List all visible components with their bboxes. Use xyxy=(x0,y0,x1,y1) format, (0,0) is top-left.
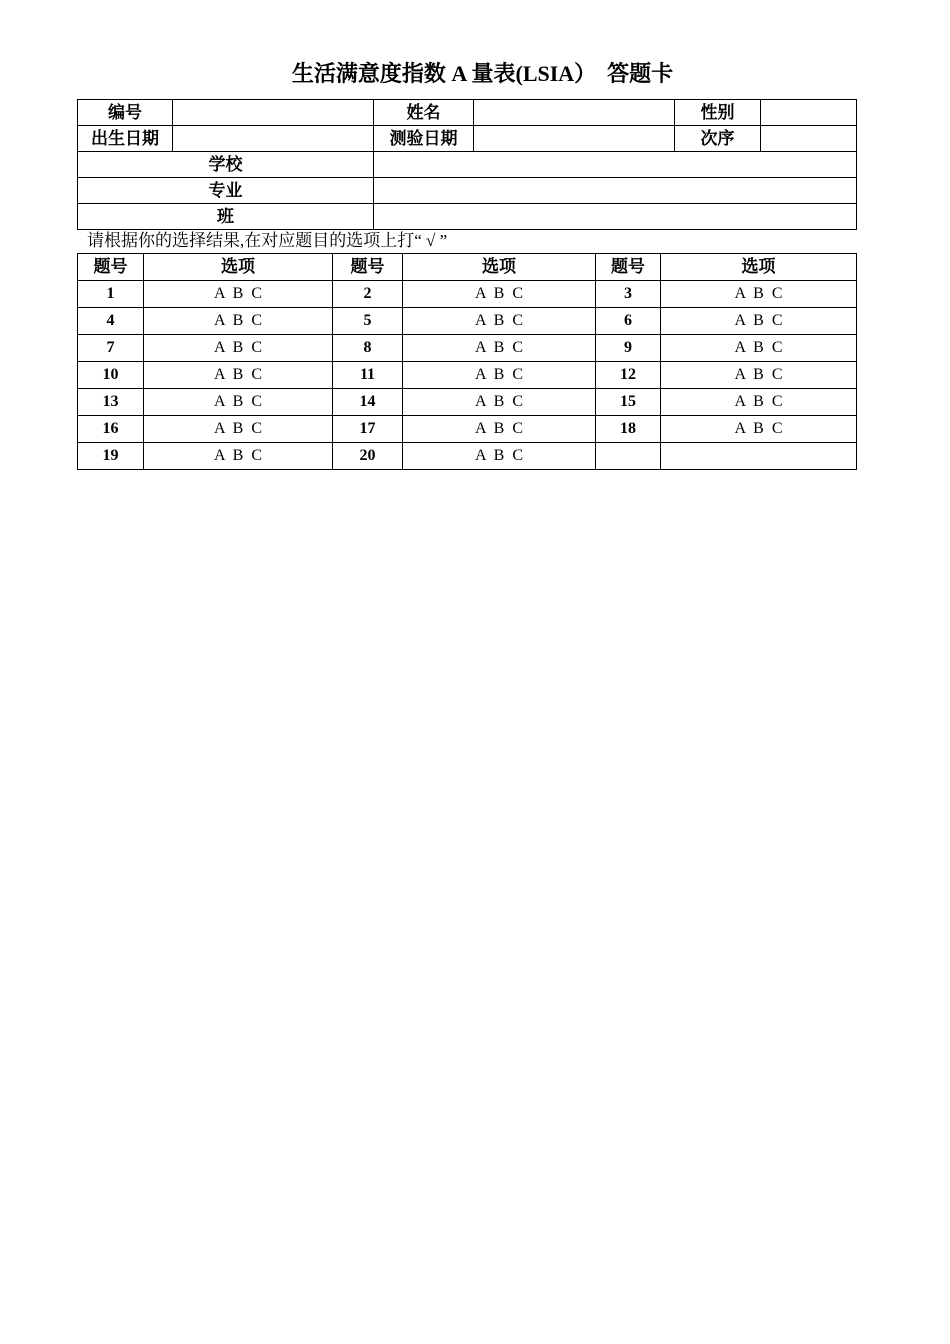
major-field[interactable] xyxy=(374,178,857,204)
answer-options[interactable]: A B C xyxy=(144,281,333,308)
table-row xyxy=(78,416,857,443)
question-number: 20 xyxy=(333,443,403,470)
column-header: 题号 xyxy=(596,254,661,281)
question-number: 8 xyxy=(333,335,403,362)
question-number: 16 xyxy=(78,416,144,443)
order-label: 次序 xyxy=(675,126,761,152)
answer-table xyxy=(77,253,857,470)
column-header: 选项 xyxy=(403,254,596,281)
column-header: 选项 xyxy=(661,254,857,281)
order-field[interactable] xyxy=(761,126,857,152)
birth-date-label: 出生日期 xyxy=(78,126,173,152)
gender-label: 性别 xyxy=(675,100,761,126)
question-number: 19 xyxy=(78,443,144,470)
info-row-class xyxy=(78,204,857,230)
answer-options[interactable]: A B C xyxy=(661,335,857,362)
question-number: 17 xyxy=(333,416,403,443)
page-title: 生活满意度指数 A 量表(LSIA） 答题卡 xyxy=(291,61,674,86)
name-label: 姓名 xyxy=(374,100,474,126)
answer-options[interactable]: A B C xyxy=(144,308,333,335)
question-number: 10 xyxy=(78,362,144,389)
test-date-field[interactable] xyxy=(474,126,675,152)
question-number: 9 xyxy=(596,335,661,362)
question-number: 11 xyxy=(333,362,403,389)
table-row xyxy=(78,362,857,389)
answer-options[interactable]: A B C xyxy=(661,281,857,308)
answer-options[interactable]: A B C xyxy=(144,362,333,389)
question-number: 15 xyxy=(596,389,661,416)
answer-options[interactable]: A B C xyxy=(403,416,596,443)
question-number: 5 xyxy=(333,308,403,335)
answer-options[interactable]: A B C xyxy=(144,389,333,416)
answer-options[interactable]: A B C xyxy=(403,308,596,335)
column-header: 题号 xyxy=(333,254,403,281)
answer-options[interactable]: A B C xyxy=(144,335,333,362)
instruction-text: 请根据你的选择结果,在对应题目的选项上打“ √ ” xyxy=(87,231,448,250)
info-row-school xyxy=(78,152,857,178)
info-row-2 xyxy=(78,126,857,152)
table-row xyxy=(78,389,857,416)
class-field[interactable] xyxy=(374,204,857,230)
school-field[interactable] xyxy=(374,152,857,178)
answer-options[interactable] xyxy=(661,443,857,470)
question-number: 6 xyxy=(596,308,661,335)
name-field[interactable] xyxy=(474,100,675,126)
birth-date-field[interactable] xyxy=(173,126,374,152)
major-label: 专业 xyxy=(78,178,374,204)
question-number: 4 xyxy=(78,308,144,335)
answer-options[interactable]: A B C xyxy=(403,389,596,416)
question-number: 13 xyxy=(78,389,144,416)
answer-options[interactable]: A B C xyxy=(144,443,333,470)
test-date-label: 测验日期 xyxy=(374,126,474,152)
id-field[interactable] xyxy=(173,100,374,126)
answer-options[interactable]: A B C xyxy=(403,362,596,389)
answer-options[interactable]: A B C xyxy=(661,389,857,416)
question-number: 12 xyxy=(596,362,661,389)
question-number: 7 xyxy=(78,335,144,362)
answer-header-row xyxy=(78,254,857,281)
answer-options[interactable]: A B C xyxy=(144,416,333,443)
question-number: 18 xyxy=(596,416,661,443)
column-header: 选项 xyxy=(144,254,333,281)
answer-options[interactable]: A B C xyxy=(403,335,596,362)
class-label: 班 xyxy=(78,204,374,230)
table-row xyxy=(78,281,857,308)
answer-options[interactable]: A B C xyxy=(661,362,857,389)
info-row-major xyxy=(78,178,857,204)
question-number: 14 xyxy=(333,389,403,416)
school-label: 学校 xyxy=(78,152,374,178)
table-row xyxy=(78,335,857,362)
column-header: 题号 xyxy=(78,254,144,281)
question-number: 1 xyxy=(78,281,144,308)
info-row-1 xyxy=(78,100,857,126)
answer-options[interactable]: A B C xyxy=(403,443,596,470)
answer-options[interactable]: A B C xyxy=(661,416,857,443)
id-label: 编号 xyxy=(78,100,173,126)
question-number xyxy=(596,443,661,470)
answer-options[interactable]: A B C xyxy=(403,281,596,308)
gender-field[interactable] xyxy=(761,100,857,126)
question-number: 2 xyxy=(333,281,403,308)
table-row xyxy=(78,443,857,470)
info-table xyxy=(77,99,857,230)
answer-options[interactable]: A B C xyxy=(661,308,857,335)
question-number: 3 xyxy=(596,281,661,308)
table-row xyxy=(78,308,857,335)
